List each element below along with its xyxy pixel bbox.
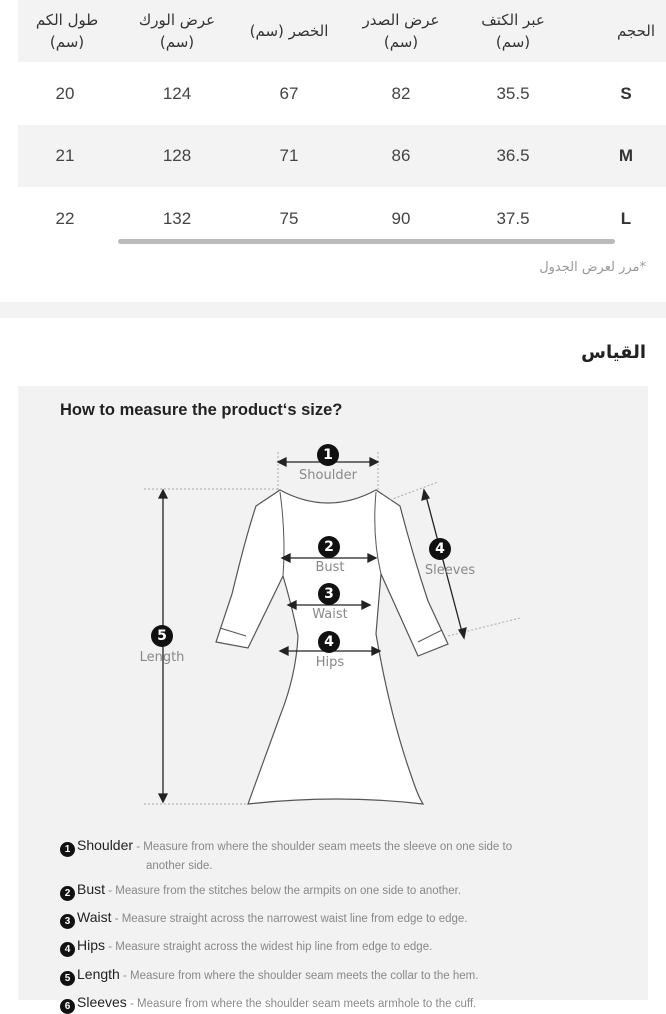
legend-desc-cont: another side. [146,860,213,872]
length-label: Length [139,650,185,665]
length-marker: 5 [151,625,173,647]
measurement-guide [18,386,648,1012]
size-table [18,0,666,250]
size-cell: S [620,84,632,103]
table-row [18,125,666,187]
hips-marker: 4 [318,631,340,653]
table-row [18,63,666,125]
legend-item-length [60,965,620,986]
sleeve-cell: 22 [55,209,75,228]
header-bust-line1: عرض الصدر [362,11,440,29]
legend-name: Hips [77,937,106,953]
header-waist [234,0,344,62]
legend-item-bust [60,880,620,901]
header-hips-line2: (سم) [159,33,195,51]
waist-cell: 67 [279,84,299,103]
waist-cell: 71 [279,146,299,165]
header-size [606,0,666,62]
table-horizontal-scrollbar[interactable] [118,239,615,244]
waist-label: Waist [312,607,348,622]
shoulder-cell: 37.5 [496,209,530,228]
shoulder-cell: 36.5 [496,146,530,165]
legend-desc: - Measure from where the shoulder seam meets the collar to the hem. [119,970,479,982]
legend-name: Sleeves [77,994,127,1010]
header-bust-line2: (سم) [383,33,419,51]
shoulder-cell: 35.5 [496,84,530,103]
legend-number: 4 [60,942,75,957]
sleeve-cell: 20 [55,84,75,103]
header-shoulder [458,0,568,62]
header-bust [346,0,456,62]
measure-section-title: القياس [581,342,646,363]
header-size-label: الحجم [616,22,656,40]
legend-item-sleeves [60,993,620,1014]
sleeves-label: Sleeves [424,563,476,578]
header-sleeve-line1: طول الكم [35,11,99,29]
waist-cell: 75 [279,209,299,228]
legend-name: Length [77,966,120,982]
bust-cell: 90 [391,209,411,228]
scroll-hint: *مرر لعرض الجدول [539,260,646,275]
section-divider [0,302,666,318]
bust-cell: 82 [391,84,411,103]
hips-label: Hips [315,655,345,670]
header-shoulder-line1: عبر الكتف [481,11,545,29]
header-waist-line1: الخصر (سم) [249,22,329,40]
legend-number: 6 [60,999,75,1014]
guide-title: How to measure the product‘s size? [60,401,343,419]
header-hips [122,0,232,62]
sleeves-marker: 4 [429,538,451,560]
header-sleeve [12,0,122,62]
legend-item-hips [60,936,620,957]
bust-cell: 86 [391,146,411,165]
legend-desc: - Measure straight across the widest hip line from edge to edge. [105,941,433,953]
header-hips-line1: عرض الورك [138,11,216,29]
legend-item-waist [60,908,620,929]
header-sleeve-line2: (سم) [49,33,85,51]
legend-desc: - Measure from where the shoulder seam meets armhole to the cuff. [126,998,477,1010]
legend-number: 3 [60,914,75,929]
legend-number: 5 [60,971,75,986]
legend-number: 2 [60,886,75,901]
legend-desc: - Measure from the stitches below the armpits on one side to another. [105,885,462,897]
table-header-row [18,0,666,62]
header-shoulder-line2: (سم) [495,33,531,51]
hips-cell: 128 [162,146,192,165]
hips-cell: 132 [162,209,192,228]
size-cell: L [620,209,632,228]
sleeve-cell: 21 [55,146,75,165]
waist-marker: 3 [318,583,340,605]
bust-label: Bust [315,560,345,575]
legend-item-shoulder [60,836,620,876]
hips-cell: 124 [162,84,192,103]
legend-desc: - Measure from where the shoulder seam meets the sleeve on one side to [133,841,513,853]
legend-name: Bust [77,881,106,897]
bust-marker: 2 [318,536,340,558]
legend-desc: - Measure straight across the narrowest waist line from edge to edge. [111,913,468,925]
legend-name: Waist [77,909,112,925]
shoulder-label: Shoulder [299,468,357,483]
size-cell: M [618,146,634,165]
legend-number: 1 [60,842,75,857]
legend-name: Shoulder [77,837,134,853]
shoulder-marker: 1 [317,444,339,466]
